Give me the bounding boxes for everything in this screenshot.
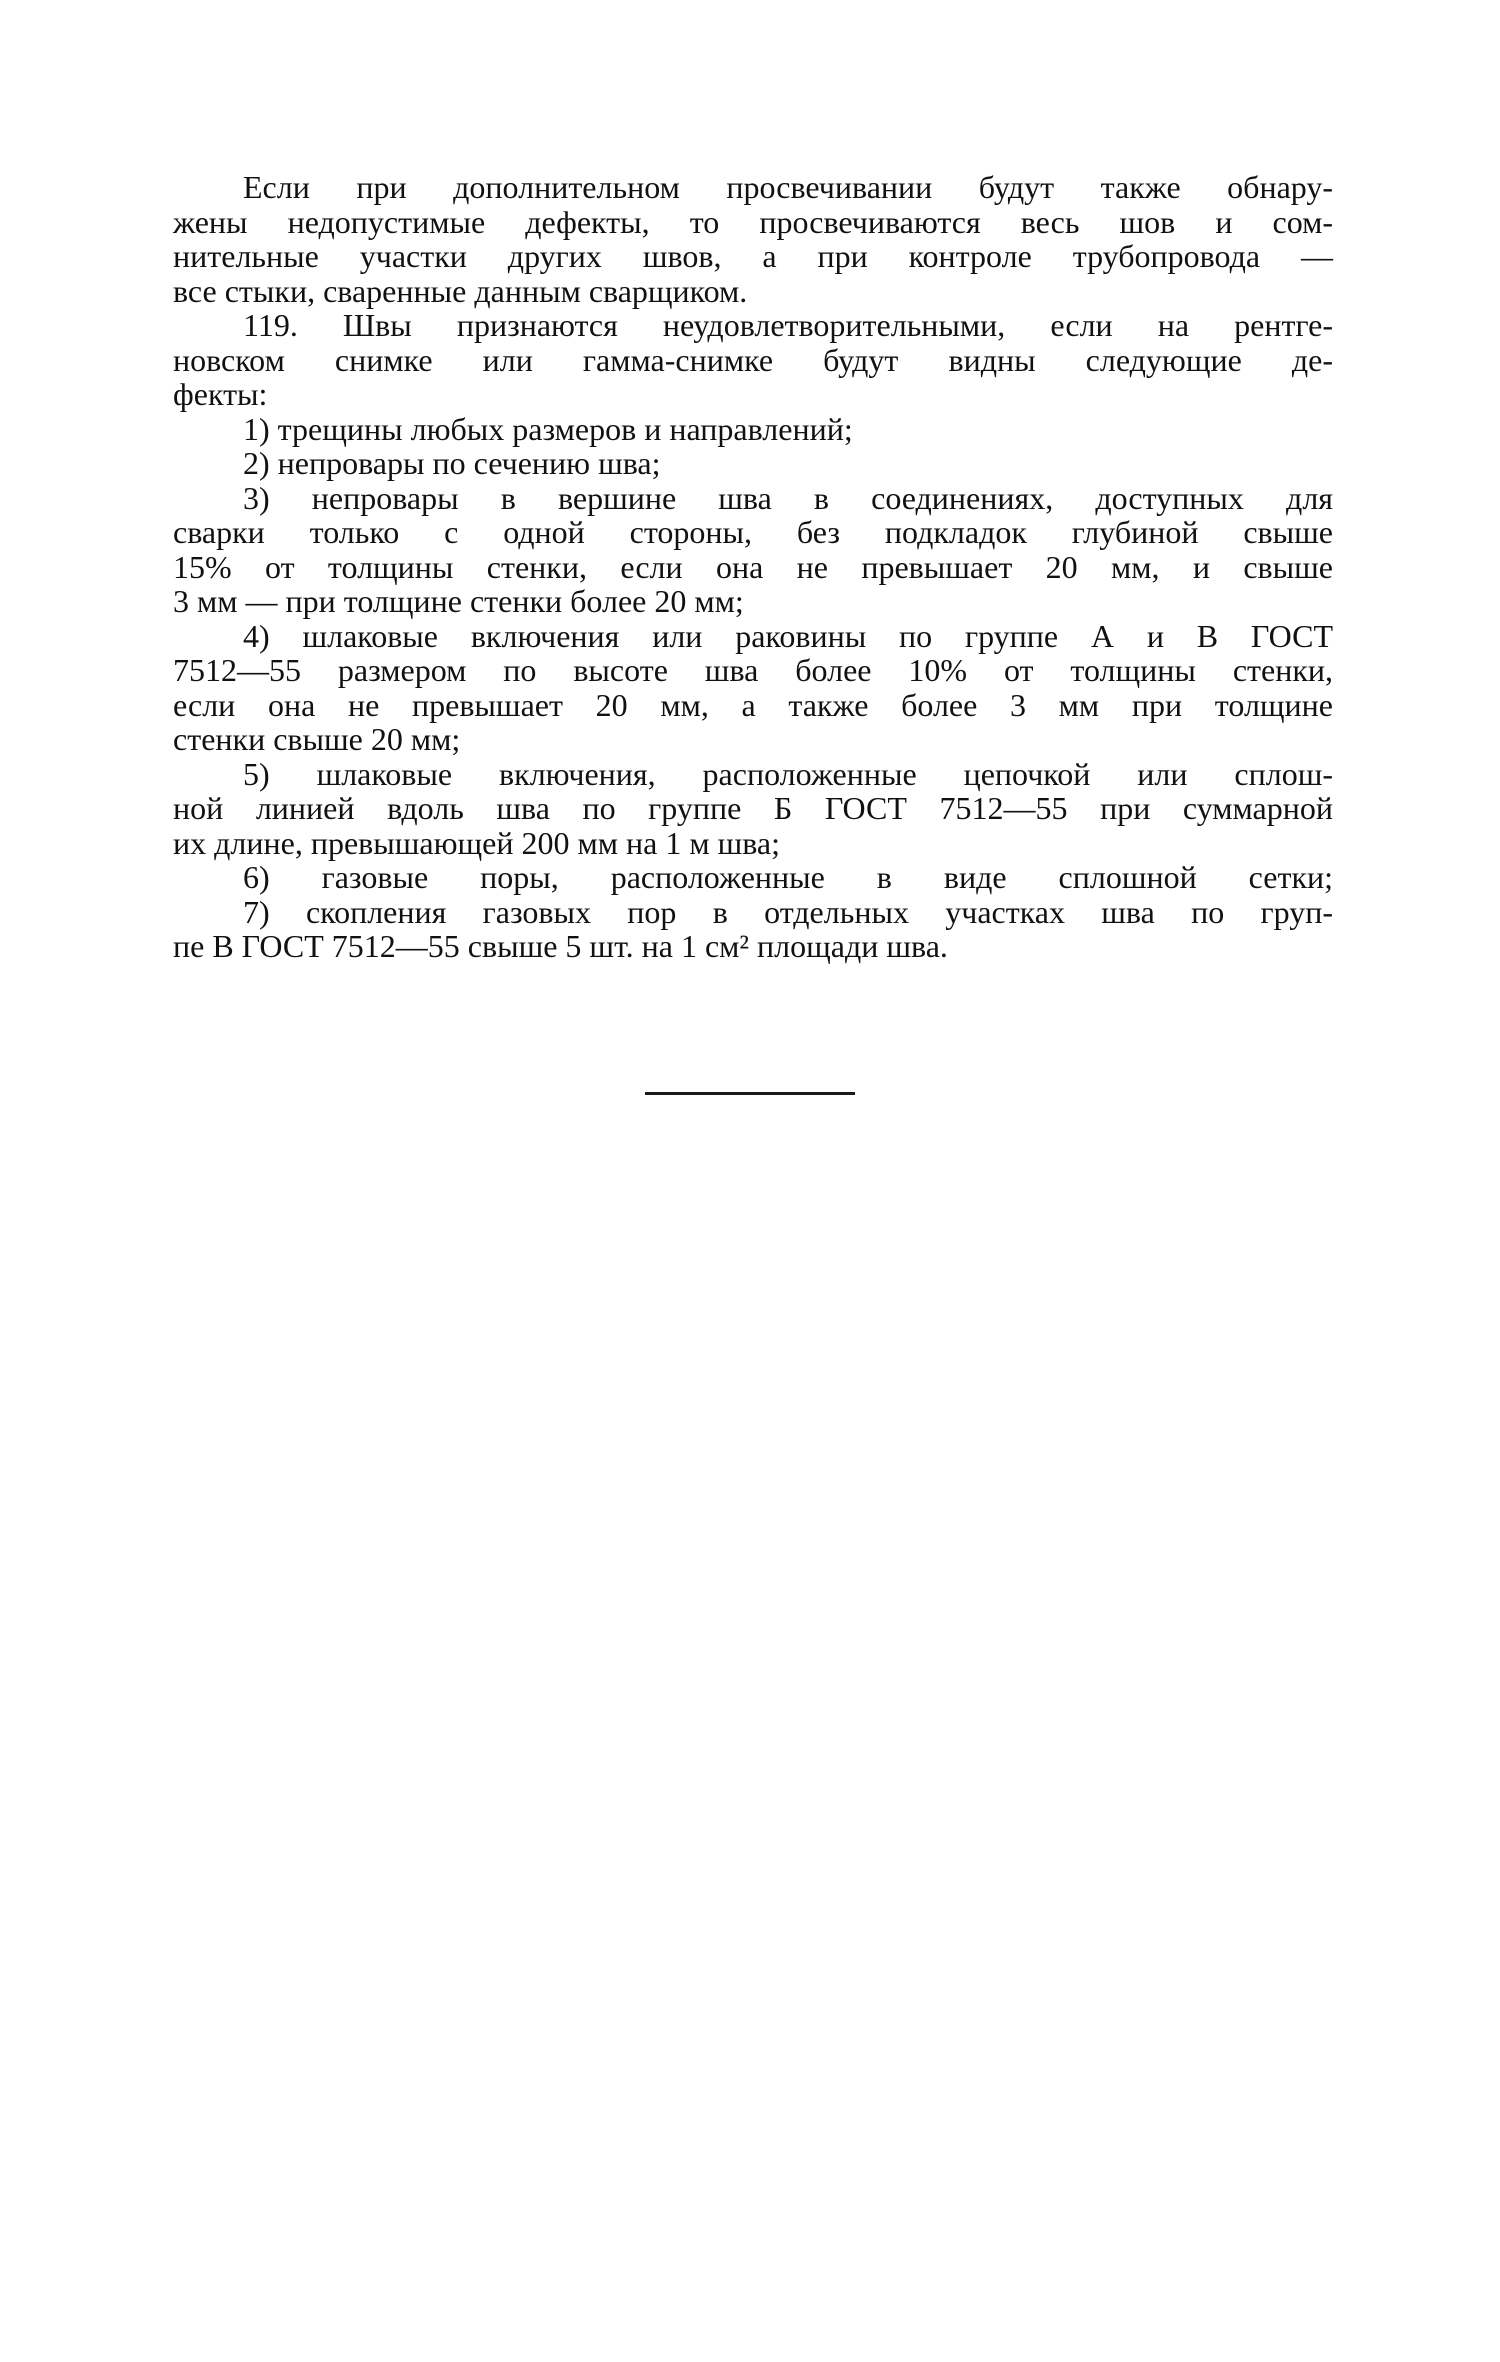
text-line: 4) шлаковые включения или раковины по группе А и В ГОСТ — [243, 617, 1333, 654]
text-line: 3) непровары в вершине шва в соединениях, доступных для — [243, 479, 1333, 516]
text-line: фекты: — [173, 376, 268, 412]
text-line: 1) трещины любых размеров и направлений; — [243, 410, 853, 447]
text-line: 5) шлаковые включения, расположенные цепочкой или сплош- — [243, 755, 1333, 792]
text-line: 3 мм — при толщине стенки более 20 мм; — [173, 583, 744, 619]
text-line: ной линией вдоль шва по группе Б ГОСТ 7512—55 при суммарной — [173, 790, 1333, 826]
text-line: сварки только с одной стороны, без подкладок глубиной свыше — [173, 514, 1333, 550]
text-line: 7512—55 размером по высоте шва более 10% от толщины стенки, — [173, 652, 1333, 688]
text-line: 7) скопления газовых пор в отдельных участках шва по груп- — [243, 893, 1333, 930]
text-line: 6) газовые поры, расположенные в виде сплошной сетки; — [243, 859, 1333, 895]
text-line: новском снимке или гамма-снимке будут видны следующие де- — [173, 341, 1333, 378]
text-line: стенки свыше 20 мм; — [173, 721, 461, 757]
text-line: Если при дополнительном просвечивании будут также обнару- — [243, 169, 1333, 205]
text-line: жены недопустимые дефекты, то просвечиваются весь шов и сом- — [173, 203, 1333, 240]
text-line: их длине, превышающей 200 мм на 1 м шва; — [173, 824, 780, 861]
text-line: 15% от толщины стенки, если она не превышает 20 мм, и свыше — [173, 548, 1333, 585]
text-line: 2) непровары по сечению шва; — [243, 445, 661, 481]
text-line: пе В ГОСТ 7512—55 свыше 5 шт. на 1 см² площади шва. — [173, 928, 948, 964]
body-text — [173, 170, 1333, 964]
text-line: если она не превышает 20 мм, а также более 3 мм при толщине — [173, 686, 1333, 723]
closing-rule — [645, 1092, 855, 1095]
text-line: 119. Швы признаются неудовлетворительными, если на рентге- — [243, 307, 1333, 343]
text-line: все стыки, сваренные данным сварщиком. — [173, 272, 748, 309]
text-line: нительные участки других швов, а при контроле трубопровода — — [173, 238, 1333, 274]
